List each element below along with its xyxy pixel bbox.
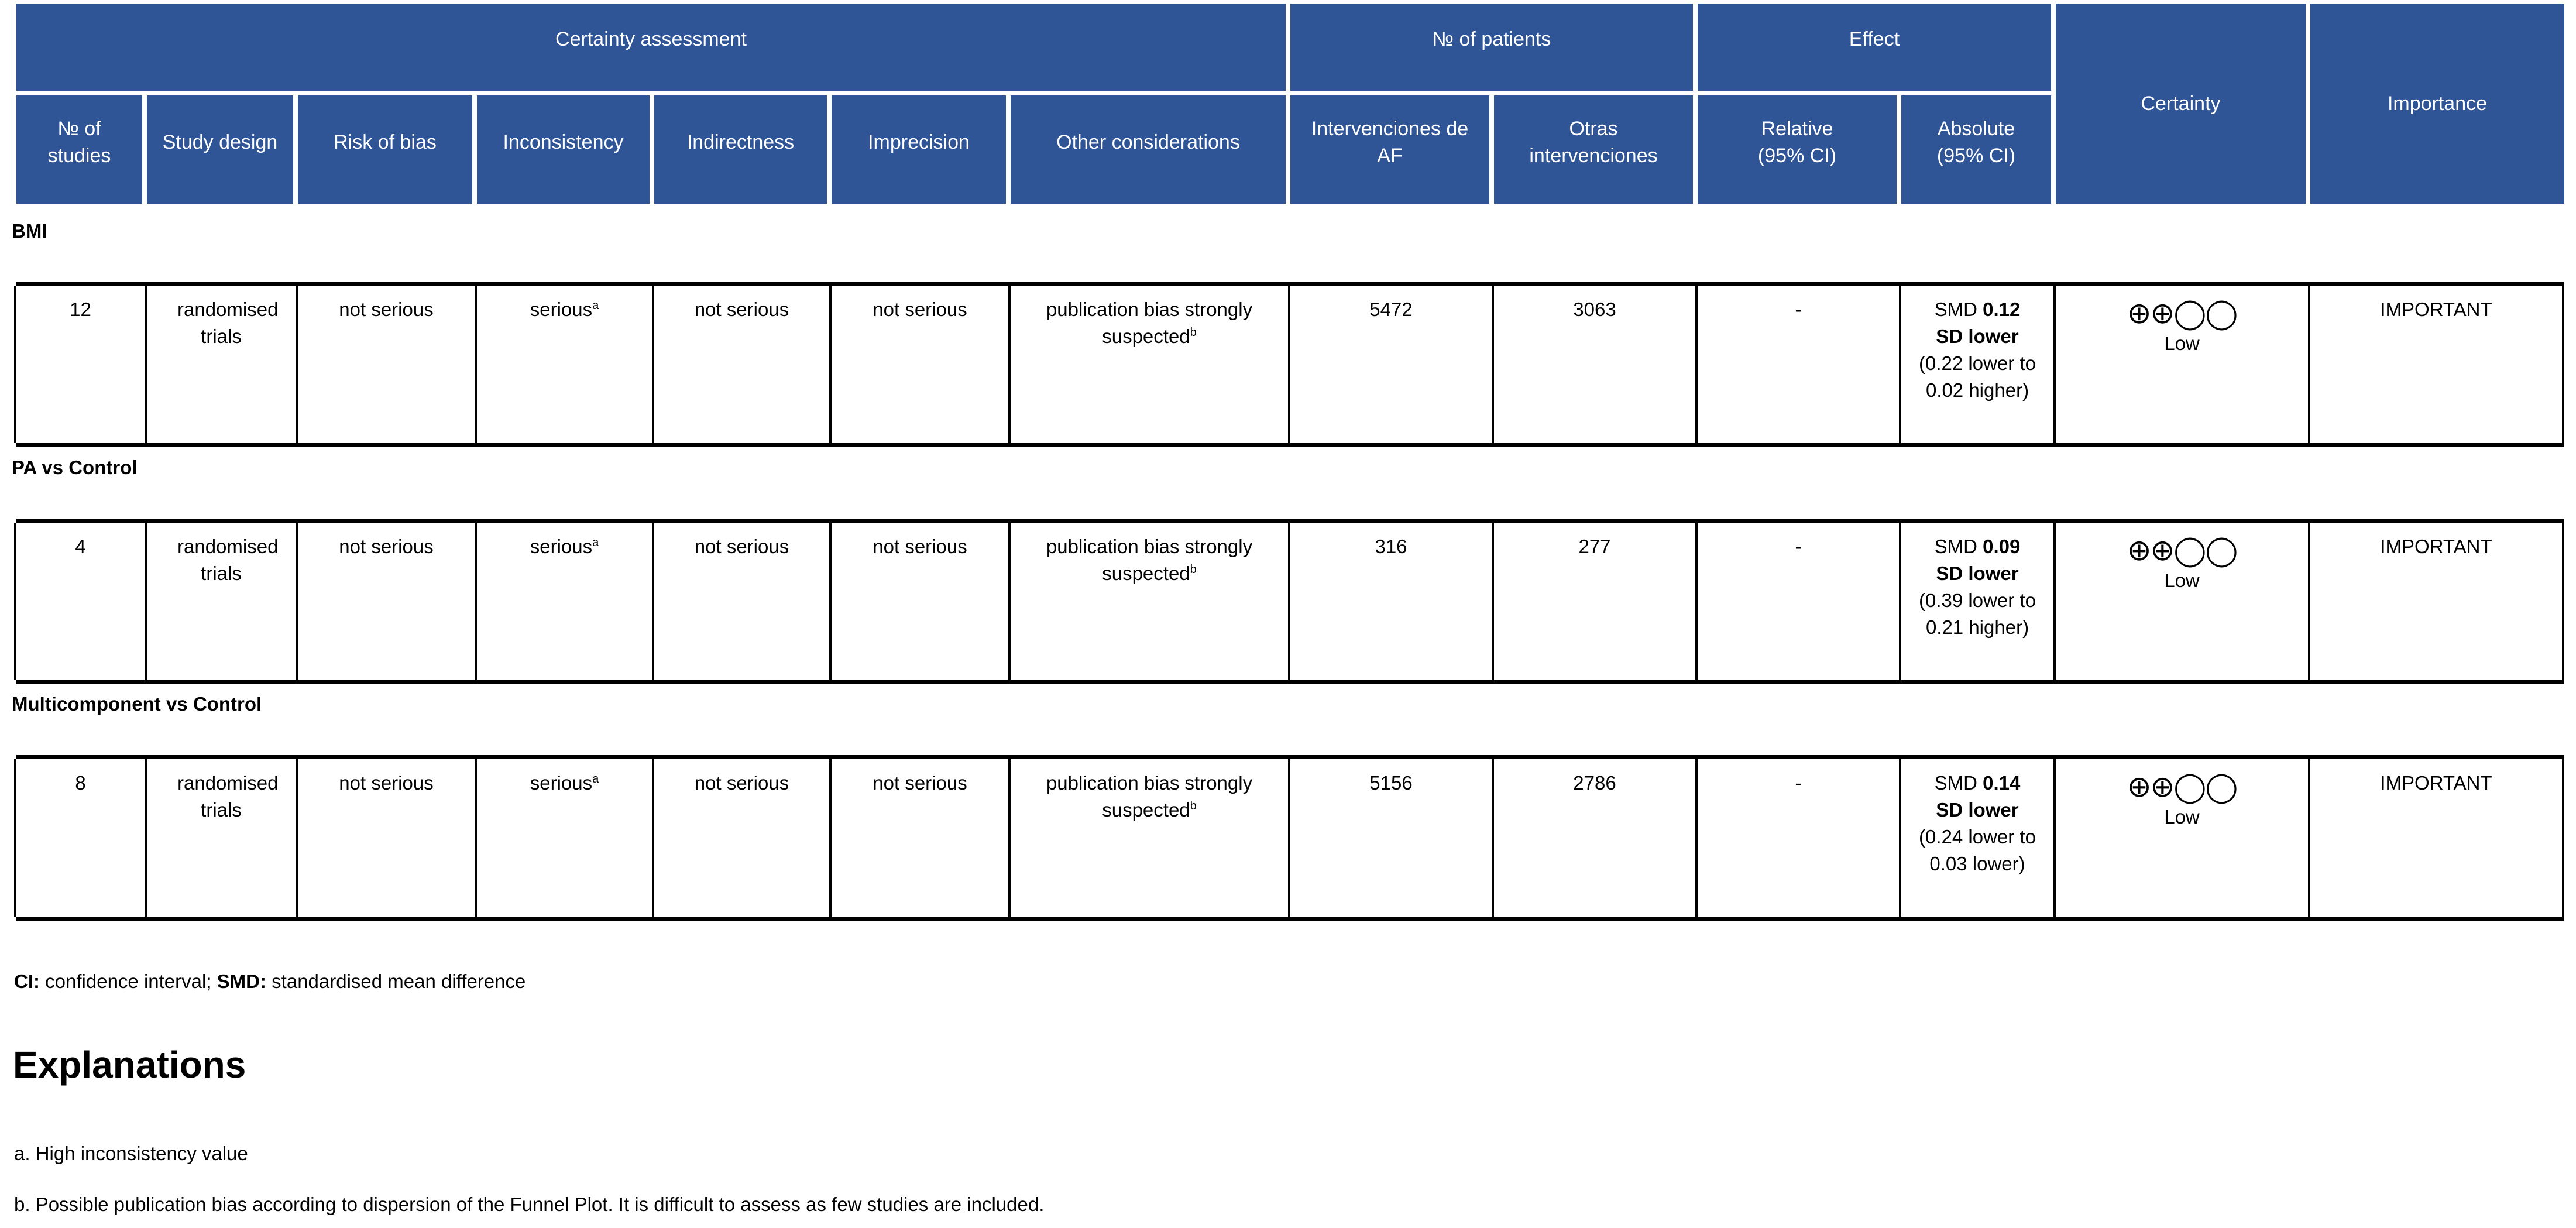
- cell-relative: -: [1695, 286, 1899, 443]
- col-relative: Relative (95% CI): [1698, 95, 1897, 204]
- col-other-considerations: Other considerations: [1011, 95, 1286, 204]
- col-imprecision: Imprecision: [832, 95, 1006, 204]
- cell-risk-of-bias: not serious: [296, 523, 475, 680]
- col-study-design: Study design: [147, 95, 293, 204]
- cell-intervenciones-af: 5472: [1288, 286, 1492, 443]
- cell-otras-intervenciones: 3063: [1492, 286, 1695, 443]
- header-patients: № of patients: [1290, 4, 1693, 91]
- cell-otras-intervenciones: 277: [1492, 523, 1695, 680]
- cell-absolute: SMD 0.12 SD lower (0.22 lower to 0.02 higher): [1899, 286, 2053, 443]
- cell-otras-intervenciones: 2786: [1492, 759, 1695, 917]
- col-otras-intervenciones: Otras intervenciones: [1494, 95, 1693, 204]
- header-certainty-assessment: Certainty assessment: [16, 4, 1286, 91]
- col-intervenciones-af: Intervenciones de AF: [1290, 95, 1489, 204]
- table-row: [16, 519, 2564, 684]
- cell-imprecision: not serious: [829, 523, 1008, 680]
- table-row: [16, 755, 2564, 921]
- cell-importance: IMPORTANT: [2308, 759, 2564, 917]
- cell-study-design: randomised trials: [145, 523, 296, 680]
- certainty-rating-icon: ⊕⊕◯◯: [2127, 770, 2237, 804]
- cell-indirectness: not serious: [652, 759, 829, 917]
- cell-inconsistency: serious$^a$: [475, 759, 652, 917]
- col-absolute: Absolute (95% CI): [1901, 95, 2051, 204]
- cell-indirectness: not serious: [652, 523, 829, 680]
- outcome-label: Multicomponent vs Control: [12, 693, 262, 715]
- outcome-label: BMI: [12, 220, 47, 242]
- cell-relative: -: [1695, 523, 1899, 680]
- cell-absolute: SMD 0.09 SD lower (0.39 lower to 0.21 higher): [1899, 523, 2053, 680]
- col-risk-of-bias: Risk of bias: [298, 95, 472, 204]
- col-inconsistency: Inconsistency: [477, 95, 650, 204]
- explanation-b: b. Possible publication bias according to dispersion of the Funnel Plot. It is difficult to assess as few studies are included.: [14, 1193, 1045, 1215]
- col-n-studies: № of studies: [16, 95, 142, 204]
- cell-other-considerations: publication bias strongly suspected$^b$: [1008, 286, 1288, 443]
- cell-other-considerations: publication bias strongly suspected$^b$: [1008, 523, 1288, 680]
- header-importance: Importance: [2310, 4, 2564, 204]
- cell-certainty: ⊕⊕◯◯ Low: [2053, 286, 2308, 443]
- cell-other-considerations: publication bias strongly suspected$^b$: [1008, 759, 1288, 917]
- col-indirectness: Indirectness: [654, 95, 827, 204]
- table-row: [16, 282, 2564, 447]
- explanation-a: a. High inconsistency value: [14, 1143, 248, 1164]
- cell-study-design: randomised trials: [145, 286, 296, 443]
- cell-certainty: ⊕⊕◯◯ Low: [2053, 759, 2308, 917]
- cell-inconsistency: serious$^a$: [475, 523, 652, 680]
- cell-certainty: ⊕⊕◯◯ Low: [2053, 523, 2308, 680]
- cell-indirectness: not serious: [652, 286, 829, 443]
- certainty-rating-icon: ⊕⊕◯◯: [2127, 533, 2237, 567]
- abbreviations-note: CI: confidence interval; SMD: standardised mean difference: [14, 970, 526, 992]
- cell-study-design: randomised trials: [145, 759, 296, 917]
- cell-risk-of-bias: not serious: [296, 286, 475, 443]
- cell-intervenciones-af: 316: [1288, 523, 1492, 680]
- cell-imprecision: not serious: [829, 286, 1008, 443]
- cell-importance: IMPORTANT: [2308, 286, 2564, 443]
- cell-n-studies: 8: [14, 759, 145, 917]
- cell-relative: -: [1695, 759, 1899, 917]
- header-effect: Effect: [1698, 4, 2051, 91]
- cell-n-studies: 4: [14, 523, 145, 680]
- cell-importance: IMPORTANT: [2308, 523, 2564, 680]
- cell-absolute: SMD 0.14 SD lower (0.24 lower to 0.03 lower): [1899, 759, 2053, 917]
- certainty-rating-icon: ⊕⊕◯◯: [2127, 296, 2237, 330]
- cell-inconsistency: serious$^a$: [475, 286, 652, 443]
- header-certainty: Certainty: [2056, 4, 2306, 204]
- cell-n-studies: 12: [14, 286, 145, 443]
- cell-imprecision: not serious: [829, 759, 1008, 917]
- outcome-label: PA vs Control: [12, 457, 138, 478]
- explanations-title: Explanations: [13, 1044, 246, 1086]
- cell-risk-of-bias: not serious: [296, 759, 475, 917]
- cell-intervenciones-af: 5156: [1288, 759, 1492, 917]
